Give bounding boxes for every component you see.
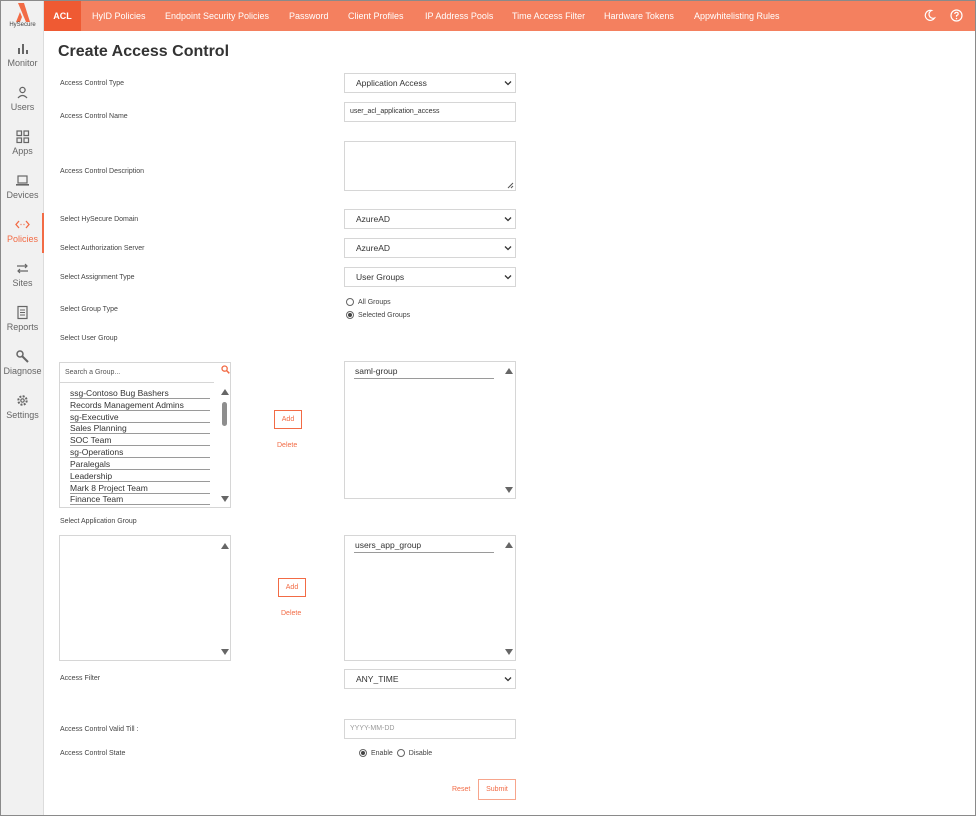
tab-hyid-policies[interactable]: HyID Policies [92,11,146,21]
scroll-down-arrow[interactable] [505,487,513,493]
radio-label: All Groups [358,298,391,306]
selected-user-groups-list[interactable] [344,361,516,499]
access-control-name-label: Access Control Name [60,113,128,120]
chevron-down-icon [504,244,512,252]
group-search-input[interactable]: Search a Group... [60,363,214,383]
help-icon[interactable] [950,9,963,22]
authorization-server-select[interactable] [344,238,516,258]
chevron-down-icon [504,273,512,281]
policy-arrows-icon [15,217,30,232]
group-type-selected-option[interactable] [346,311,410,319]
tab-appwhitelisting-rules[interactable]: Appwhitelisting Rules [694,11,780,21]
select-value: Application Access [356,78,427,88]
hysecure-domain-label: Select HySecure Domain [60,216,139,223]
reset-button[interactable]: Reset [452,786,471,793]
submit-button[interactable]: Submit [478,779,516,800]
sidebar-item-label: Devices [6,190,39,200]
scroll-up-arrow[interactable] [505,542,513,548]
sidebar-item-reports[interactable] [1,301,44,341]
scroll-up-arrow[interactable] [221,543,229,549]
group-type-all-option[interactable] [346,298,391,306]
bar-chart-icon [15,41,30,56]
sidebar [1,1,44,815]
radio-disable[interactable] [397,749,405,757]
sidebar-item-label: Policies [6,234,38,244]
report-icon [15,305,30,320]
radio-selected-groups[interactable] [346,311,354,319]
authorization-server-label: Select Authorization Server [60,245,145,252]
scroll-up-arrow[interactable] [505,368,513,374]
sidebar-item-label: Reports [6,322,39,332]
hysecure-domain-select[interactable] [344,209,516,229]
list-item[interactable]: Mark 8 Project Team [70,483,210,494]
tab-acl[interactable]: ACL [44,1,81,31]
wrench-icon [15,349,30,364]
laptop-icon [15,173,30,188]
access-control-name-input[interactable]: user_acl_application_access [344,102,516,122]
swap-arrows-icon [15,261,30,276]
valid-till-date-input[interactable]: YYYY-MM-DD [344,719,516,739]
add-user-group-button[interactable]: Add [274,410,302,429]
sidebar-item-label: Apps [12,146,33,156]
dark-mode-moon-icon[interactable] [923,9,936,22]
page-title: Create Access Control [58,43,230,60]
valid-till-label: Access Control Valid Till : [60,726,139,733]
chevron-down-icon [504,675,512,683]
sidebar-item-sites[interactable] [1,257,44,297]
tab-password[interactable]: Password [289,11,329,21]
sidebar-item-label: Diagnose [3,366,42,376]
delete-user-group-button[interactable]: Delete [277,442,298,449]
access-control-type-label: Access Control Type [60,80,125,87]
list-item[interactable]: Records Management Admins [70,400,210,411]
select-value: AzureAD [356,214,391,224]
tab-endpoint-security-policies[interactable]: Endpoint Security Policies [165,11,270,21]
radio-label: Disable [408,749,433,757]
tab-time-access-filter[interactable]: Time Access Filter [512,11,586,21]
sidebar-item-settings[interactable] [1,389,44,429]
list-item[interactable]: saml-group [354,365,494,379]
scroll-down-arrow[interactable] [221,649,229,655]
state-options [359,749,432,757]
sidebar-item-apps[interactable] [1,125,44,165]
assignment-type-select[interactable] [344,267,516,287]
sidebar-item-monitor[interactable] [1,37,44,77]
select-value: User Groups [356,272,405,282]
list-item[interactable]: sg-Executive [70,412,210,423]
logo-mark-icon [15,3,31,23]
resize-grip-icon[interactable] [507,182,514,189]
hysecure-logo[interactable] [1,1,44,31]
radio-enable[interactable] [359,749,367,757]
group-type-label: Select Group Type [60,306,118,313]
tab-client-profiles[interactable]: Client Profiles [348,11,404,21]
scrollbar-thumb[interactable] [222,402,227,426]
select-value: ANY_TIME [356,674,399,684]
tab-hardware-tokens[interactable]: Hardware Tokens [604,11,674,21]
sidebar-item-policies[interactable] [1,213,44,253]
top-navigation [44,1,975,31]
user-icon [15,85,30,100]
application-group-label: Select Application Group [60,518,137,525]
chevron-down-icon [504,79,512,87]
scroll-down-arrow[interactable] [221,496,229,502]
logo-text: HySecure [9,22,36,28]
sidebar-item-label: Sites [12,278,33,288]
tab-ip-address-pools[interactable]: IP Address Pools [425,11,494,21]
available-user-groups-list[interactable] [59,362,231,508]
access-control-description-label: Access Control Description [60,168,145,175]
available-application-groups-list[interactable] [59,535,231,661]
list-item[interactable]: Paralegals [70,459,210,470]
access-filter-select[interactable] [344,669,516,689]
gear-icon [15,393,30,408]
sidebar-item-label: Monitor [7,58,38,68]
list-item[interactable]: users_app_group [354,539,494,553]
delete-application-group-button[interactable]: Delete [281,610,302,617]
list-item[interactable]: sg-Operations [70,447,210,458]
scroll-down-arrow[interactable] [505,649,513,655]
radio-label: Selected Groups [358,311,411,319]
selected-application-groups-list[interactable] [344,535,516,661]
list-item[interactable]: Finance Team [70,494,210,505]
access-control-type-select[interactable] [344,73,516,93]
sidebar-item-users[interactable] [1,81,44,121]
radio-label: Enable [371,749,393,757]
list-item[interactable]: Sales Planning [70,423,210,434]
assignment-type-label: Select Assignment Type [60,274,135,281]
list-item[interactable]: Leadership [70,471,210,482]
access-filter-label: Access Filter [60,675,101,682]
sidebar-item-label: Users [10,102,35,112]
list-item[interactable]: ssg-Contoso Bug Bashers [70,388,210,399]
scroll-up-arrow[interactable] [221,389,229,395]
list-item[interactable]: SOC Team [70,435,210,446]
access-control-state-label: Access Control State [60,750,126,757]
search-icon[interactable] [221,365,230,374]
radio-all-groups[interactable] [346,298,354,306]
sidebar-item-devices[interactable] [1,169,44,209]
sidebar-item-label: Settings [6,410,39,420]
apps-grid-icon [15,129,30,144]
add-application-group-button[interactable]: Add [278,578,306,597]
access-control-description-textarea[interactable] [344,141,516,191]
sidebar-item-diagnose[interactable] [1,345,44,385]
user-group-label: Select User Group [60,335,118,342]
chevron-down-icon [504,215,512,223]
select-value: AzureAD [356,243,391,253]
